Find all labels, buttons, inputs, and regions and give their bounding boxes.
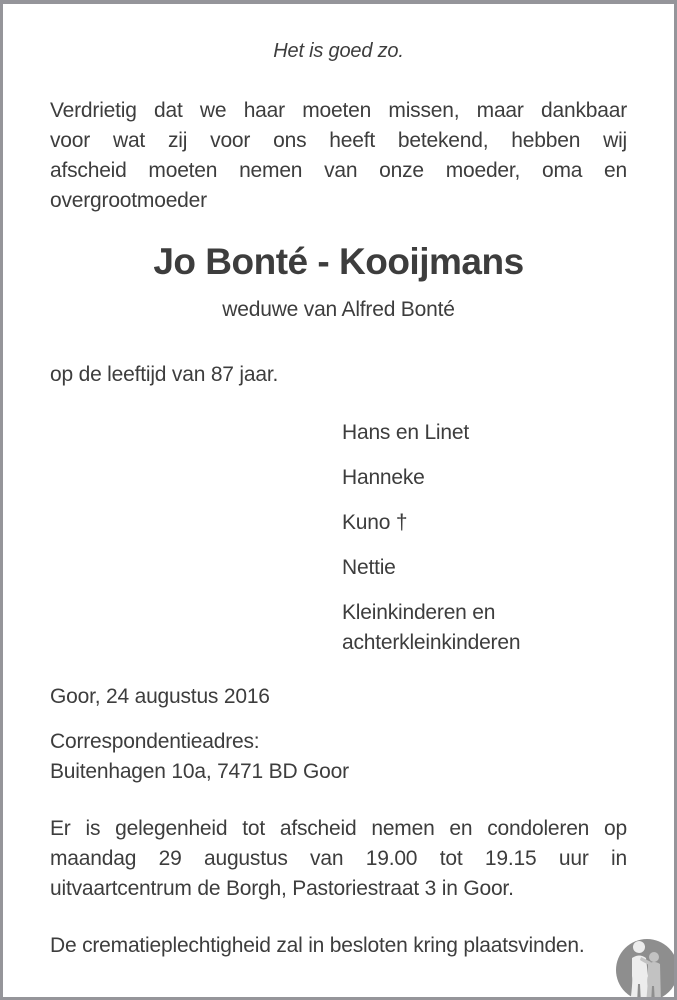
intro-line: Verdrietig dat we haar moeten missen, maar dankbaar [50,99,627,122]
closing-line: De crematieplechtigheid zal in besloten kring plaatsvinden. [50,934,585,957]
intro-line: afscheid moeten nemen van onze moeder, oma en [50,159,627,182]
family-member: Hanneke [342,466,425,489]
visitation-line: maandag 29 augustus van 19.00 tot 19.15 uur in [50,847,627,870]
visitation-line: Er is gelegenheid tot afscheid nemen en condoleren op [50,817,627,840]
relation-line: weduwe van Alfred Bonté [222,298,455,321]
funeral-care-logo [613,934,677,1000]
intro-line: voor wat zij voor ons heeft betekend, hebben wij [50,129,627,152]
intro-line: overgrootmoeder [50,189,207,212]
correspondence-address: Buitenhagen 10a, 7471 BD Goor [50,760,349,783]
deceased-name: Jo Bonté - Kooijmans [153,241,524,282]
family-list [342,418,627,658]
family-member-line: Kleinkinderen en [342,601,496,624]
correspondence-block [50,727,627,787]
family-member [342,598,627,658]
place-date-line: Goor, 24 augustus 2016 [50,685,270,708]
family-member-line: achterkleinkinderen [342,631,521,654]
obituary-content [3,4,674,961]
family-member: Hans en Linet [342,421,469,444]
visitation-paragraph [50,814,627,904]
family-member: Nettie [342,556,396,579]
correspondence-label: Correspondentieadres: [50,730,260,753]
intro-paragraph [50,96,627,216]
age-line: op de leeftijd van 87 jaar. [50,363,279,386]
caregiver-figures-icon [613,934,677,1000]
visitation-line: uitvaartcentrum de Borgh, Pastoriestraat 3 in Goor. [50,877,514,900]
motto-text: Het is goed zo. [273,40,404,62]
family-member: Kuno † [342,511,408,534]
